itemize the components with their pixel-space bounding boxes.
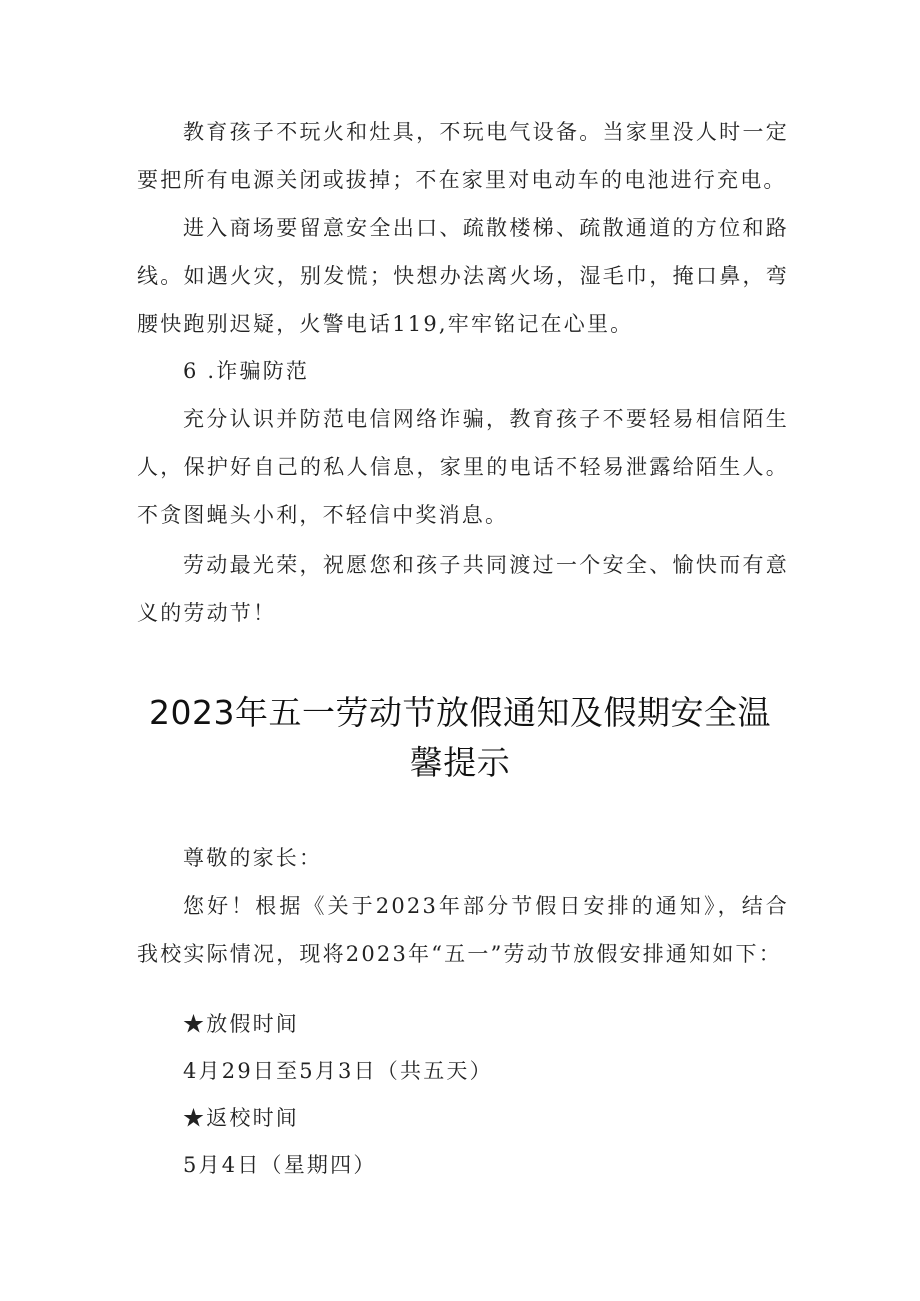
return-time-value: 5月4日（星期四）: [183, 1153, 377, 1177]
document-title-line2: 馨提示: [409, 743, 511, 782]
document-title-line1: 2023年五一劳动节放假通知及假期安全温: [149, 693, 771, 732]
section-heading-fraud-prevention: 6 .诈骗防范: [183, 359, 310, 383]
document-title: [100, 688, 820, 788]
holiday-time-label: ★放假时间: [183, 1012, 299, 1036]
paragraph-notice-intro: 您好！根据《关于2023年部分节假日安排的通知》，结合我校实际情况，现将2023年“五一”劳动节放假安排通知如下：: [137, 894, 789, 966]
paragraph-closing-wishes: 劳动最光荣，祝愿您和孩子共同渡过一个安全、愉快而有意义的劳动节！: [137, 553, 789, 625]
return-time-label: ★返校时间: [183, 1106, 299, 1130]
paragraph-fraud-prevention: 充分认识并防范电信网络诈骗，教育孩子不要轻易相信陌生人，保护好自己的私人信息，家里的电话不轻易泄露给陌生人。不贪图蝇头小利，不轻信中奖消息。: [137, 407, 789, 527]
salutation: 尊敬的家长：: [183, 846, 323, 870]
paragraph-fire-safety-home: 教育孩子不玩火和灶具，不玩电气设备。当家里没人时一定要把所有电源关闭或拔掉；不在家里对电动车的电池进行充电。: [137, 120, 789, 192]
holiday-time-value: 4月29日至5月3日（共五天）: [183, 1059, 493, 1083]
paragraph-fire-safety-mall: 进入商场要留意安全出口、疏散楼梯、疏散通道的方位和路线。如遇火灾，别发慌；快想办法离火场，湿毛巾，掩口鼻，弯腰快跑别迟疑，火警电话119,牢牢铭记在心里。: [137, 216, 789, 336]
